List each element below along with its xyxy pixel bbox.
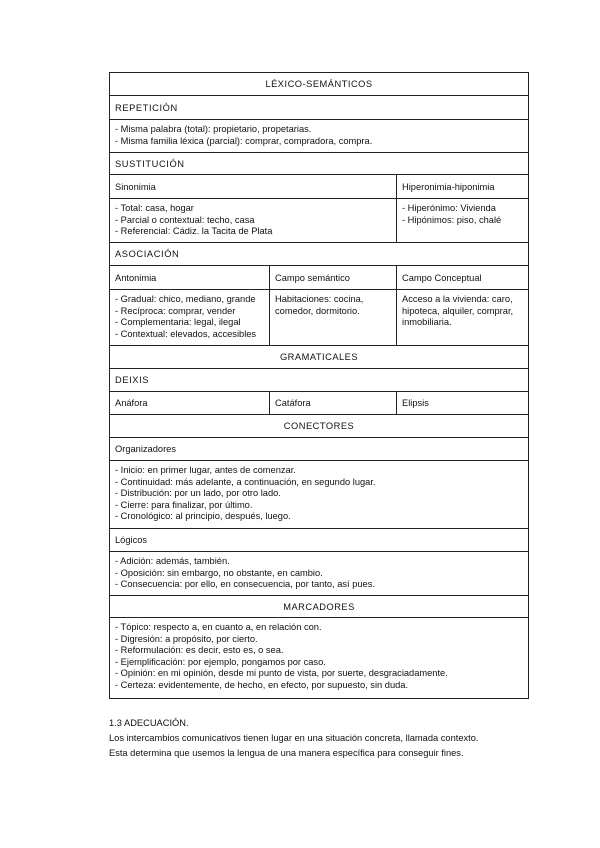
adecuacion-line: Esta determina que usemos la lengua de una manera específica para conseguir fines.: [109, 748, 464, 758]
logicos-label: Lógicos: [110, 529, 529, 552]
logicos-content: [110, 552, 529, 596]
campo-conceptual-line: inmobiliaria.: [402, 317, 452, 328]
organizadores-line: - Inicio: en primer lugar, antes de comenzar.: [115, 465, 296, 475]
campo-semantico-line: Habitaciones: cocina,: [275, 294, 364, 304]
organizadores-line: - Continuidad: más adelante, a continuación, en segundo lugar.: [115, 476, 376, 487]
marcadores-content: [110, 618, 529, 699]
hiperonimia-label: Hiperonimia-hiponimia: [397, 175, 529, 199]
catafora-cell: Catáfora: [270, 392, 397, 415]
campo-semantico-content: [270, 290, 397, 346]
campo-conceptual-line: Acceso a la vivienda: caro,: [402, 294, 513, 304]
repeticion-content: [110, 120, 529, 153]
marcadores-title: MARCADORES: [110, 596, 529, 618]
antonimia-label: Antonimia: [110, 266, 270, 290]
repeticion-line: - Misma familia léxica (parcial): comprar, compradora, compra.: [115, 135, 373, 146]
organizadores-line: - Cronológico: al principio, después, luego.: [115, 511, 291, 522]
sinonimia-line: - Parcial o contextual: techo, casa: [115, 214, 255, 225]
logicos-line: - Consecuencia: por ello, en consecuencia, por tanto, así pues.: [115, 579, 375, 590]
marcadores-line: - Tópico: respecto a, en cuanto a, en relación con.: [115, 622, 322, 632]
sinonimia-line: - Total: casa, hogar: [115, 203, 194, 213]
marcadores-line: - Opinión: en mi opinión, desde mi punto de vista, por suerte, desgraciadamente.: [115, 668, 448, 679]
antonimia-content: [110, 290, 270, 346]
organizadores-content: [110, 461, 529, 529]
organizadores-label: Organizadores: [110, 438, 529, 461]
hiperonimia-line: - Hiperónimo: Vivienda: [402, 203, 496, 213]
repeticion-line: - Misma palabra (total): propietario, propetarias.: [115, 124, 312, 134]
repeticion-label: REPETICIÓN: [110, 96, 529, 120]
organizadores-line: - Cierre: para finalizar, por último.: [115, 499, 253, 510]
antonimia-line: - Contextual: elevados, accesibles: [115, 328, 257, 339]
marcadores-line: - Ejemplificación: por ejemplo, pongamos por caso.: [115, 656, 326, 667]
adecuacion-heading: 1.3 ADECUACIÓN.: [109, 718, 189, 728]
hiperonimia-content: [397, 199, 529, 243]
sinonimia-content: [110, 199, 397, 243]
gramaticales-title: GRAMATICALES: [110, 346, 529, 369]
adecuacion-line: Los intercambios comunicativos tienen lugar en una situación concreta, llamada contexto.: [109, 733, 479, 743]
marcadores-line: - Certeza: evidentemente, de hecho, en efecto, por supuesto, sin duda.: [115, 679, 409, 690]
organizadores-line: - Distribución: por un lado, por otro lado.: [115, 488, 281, 499]
sustitucion-label: SUSTITUCIÓN: [110, 153, 529, 175]
campo-semantico-line: comedor, dormitorio.: [275, 305, 360, 316]
antonimia-line: - Complementaria: legal, ilegal: [115, 317, 241, 328]
hiperonimia-line: - Hipónimos: piso, chalé: [402, 214, 502, 225]
conectores-title: CONECTORES: [110, 415, 529, 438]
marcadores-line: - Reformulación: es decir, esto es, o sea.: [115, 645, 284, 656]
campo-conceptual-label: Campo Conceptual: [397, 266, 529, 290]
deixis-label: DEIXIS: [110, 369, 529, 392]
adecuacion-section: [109, 716, 549, 761]
sinonimia-line: - Referencial: Cádiz. la Tacita de Plata: [115, 226, 273, 237]
logicos-line: - Oposición: sin embargo, no obstante, en cambio.: [115, 567, 323, 578]
campo-semantico-label: Campo semántico: [270, 266, 397, 290]
lexico-title: LÉXICO-SEMÁNTICOS: [110, 73, 529, 96]
asociacion-label: ASOCIACIÓN: [110, 243, 529, 266]
marcadores-line: - Digresión: a propósito, por cierto.: [115, 633, 258, 644]
campo-conceptual-line: hipoteca, alquiler, comprar,: [402, 305, 514, 316]
text-cohesion-table: [109, 72, 529, 699]
sinonimia-label: Sinonimia: [110, 175, 397, 199]
elipsis-cell: Elipsis: [397, 392, 529, 415]
campo-conceptual-content: [397, 290, 529, 346]
antonimia-line: - Recíproca: comprar, vender: [115, 305, 236, 316]
logicos-line: - Adición: además, también.: [115, 556, 230, 566]
anafora-cell: Anáfora: [110, 392, 270, 415]
antonimia-line: - Gradual: chico, mediano, grande: [115, 294, 256, 304]
